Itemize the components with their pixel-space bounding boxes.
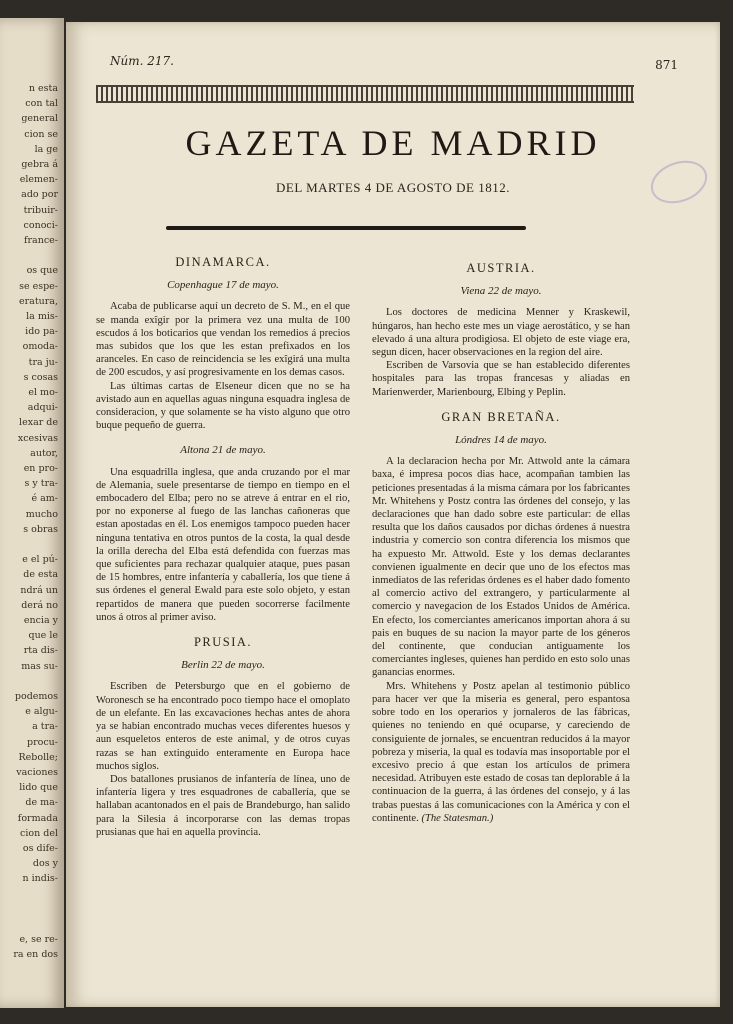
article-paragraph (372, 680, 630, 825)
facing-page-fragment: podemos (14, 691, 58, 702)
article-paragraph: A la declaracion hecha por Mr. Attwold ante la cámara baxa, é impresa pocos dias hace, acompañan tambien las peticiones presentadas á la misma cámara por los fabricantes Mr. Whitehens y Postz contra las órdenes del consejo, y las declaraciones que han dado sobre este particular: de ellas resulta que los daños causados por dichas órdenes á nuestra industria y comercio son contra diferencia los mismos que ha expuesto Mr. Attwold. Este y los demas declarantes convienen igualmente en decir que uno de los efectos mas inmediatos de las referidas órdenes es el haber dado fomento al comercio activo del extrangero, y particularmente al comercio y navegacion de los Estados Unidos de América. En efecto, los comerciantes americanos importan ahora á su pais en buques de su nacion la mayor parte de los géneros del continente, que conducian antiguamente los comerciantes ingleses, quienes han perdido en esto solo unas ganancias enormes. (372, 456, 631, 679)
newspaper-page (66, 22, 720, 1007)
section-heading-dinamarca: DINAMARCA. (175, 255, 271, 269)
facing-page-fragment: el mo- (28, 387, 58, 398)
facing-page-fragment: ado por (21, 189, 58, 201)
facing-page-fragment: mucho (25, 508, 58, 520)
facing-page-fragment: s cosas (23, 371, 58, 383)
page-number: 871 (655, 58, 678, 72)
facing-page-fragment: os dife- (22, 843, 58, 854)
dateline-berlin: Berlin 22 de mayo. (181, 659, 265, 672)
facing-page-fragment: france- (24, 235, 58, 246)
facing-page-fragment: ido pa- (25, 326, 58, 338)
facing-page-fragment: la mis- (26, 311, 58, 322)
title-rule (166, 226, 526, 230)
article-paragraph-text: Mrs. Whitehens y Postz apelan al testimonio público para hacer ver que la miseria es general, pero espantosa sobre todo en los operarios y jornaleros de las fábricas, quienes no teniendo en qué ocuparse, y careciendo de consiguiente de jornales, se encuentran reducidos á la mayor pobreza y miseria, la qual es todavía mas insoportable por el excesivo precio á que estan los artículos de primera necesidad. Atribuyen este estado de cosas tan deplorable á la continuacion de la guerra, á las órdenes del consejo, y á las trabas puestas á las comunicaciones con la América y con el continente. (372, 680, 630, 824)
facing-page-fragment: eratura, (19, 295, 58, 307)
facing-page-fragment: general (21, 113, 58, 125)
article-paragraph: Escriben de Petersburgo que en el gobierno de Woronesch se ha encontrado poco tiempo hace el omoplato de un elefante. En las excavaciones hechas antes de ahora ya se habian encontrado muchas veces diferentes huesos y aun esqueletos enteros de este animal, y de otros cuyas razas se han extinguido enteramente en Europa hace muchos siglos. (96, 681, 350, 772)
facing-page-fragment: n esta (28, 83, 58, 94)
facing-page-fragment: e, se re- (19, 934, 58, 946)
issue-number: Núm. 217. (110, 54, 174, 68)
facing-page-fragment: vaciones (16, 767, 58, 778)
section-heading-gran-bretana: GRAN BRETAÑA. (441, 409, 561, 424)
section-heading-austria: AUSTRIA. (466, 261, 536, 275)
masthead-title: GAZETA DE MADRID (185, 123, 601, 163)
decorative-border (96, 85, 634, 103)
facing-page-fragment: procu- (27, 736, 58, 748)
article-paragraph: Los doctores de medicina Menner y Kraskewil, húngaros, han hecho este mes un viage aerostático, y se han elevado á una altura prodigiosa. El objeto de este viage era, segun dicen, hacer observaciones en la region del aire. (372, 307, 630, 359)
facing-page-fragment: de ma- (25, 797, 58, 809)
facing-page-fragment: lido que (19, 782, 58, 794)
left-column (96, 256, 350, 839)
dateline: DEL MARTES 4 DE AGOSTO DE 1812. (276, 180, 510, 195)
dateline-altona: Altona 21 de mayo. (180, 444, 266, 457)
facing-page-edge (0, 18, 64, 1008)
facing-page-fragment: tribuir- (23, 204, 58, 216)
facing-page-fragment: mas su- (21, 660, 58, 672)
facing-page-fragment: xcesivas (17, 432, 58, 444)
facing-page-fragment: dos y (32, 858, 58, 870)
facing-page-fragment: cion del (20, 827, 58, 839)
facing-page-fragment: adqui- (27, 402, 58, 414)
facing-page-fragment: n indis- (22, 873, 58, 885)
facing-page-fragment: lexar de (19, 417, 58, 429)
facing-page-fragment: s y tra- (24, 478, 58, 490)
facing-page-fragment: derá no (21, 599, 58, 611)
facing-page-fragment: de esta (23, 569, 58, 581)
facing-page-fragment: conoci- (23, 219, 58, 231)
facing-page-fragment: é am- (31, 493, 58, 505)
article-paragraph: Una esquadrilla inglesa, que anda cruzando por el mar de Alemania, suele presentarse de tiempo en tiempo en el embocadero del Elba; pero no se atreve á entrar en el rio, por no exponerse al fuego de las lanchas cañoneras que estan apostadas en él. Los enemigos tampoco pueden hacer ninguna tentativa en otros puntos de la costa, la qual desde la orilla derecha del Elba está defendida con fuerzas mas que suficientes para rechazar qualquier ataque, pues pasan de 15 hombres, entre infantería y caballería, los que tiene á sus órdenes el general Ewald para este solo objeto, y estan repartidos de manera que pueden socorrerse facilmente unos á otros al primer aviso. (96, 466, 350, 623)
facing-page-fragment: e algu- (25, 706, 58, 718)
facing-page-fragment: la ge (34, 143, 58, 155)
facing-page-fragment: elemen- (19, 174, 58, 186)
facing-page-fragment: cion se (24, 128, 58, 140)
facing-page-fragment: e el pú- (22, 554, 58, 566)
facing-page-fragment: formada (17, 812, 58, 824)
facing-page-fragment: tra ju- (28, 356, 58, 368)
article-paragraph: Las últimas cartas de Elseneur dicen que no se ha avistado aun en aquellas aguas ninguna esquadra inglesa de consideracion, y que solamente se ha visto alguno que otro buque pequeño de guerra. (96, 380, 350, 432)
facing-page-fragment: s obras (23, 523, 58, 535)
article-paragraph: Acaba de publicarse aquí un decreto de S. M., en el que se manda exîgir por la primera vez una multa de 100 escudos á los boticarios que vendan los remedios á precios mas subidos que los que les estan prefixados en los aranceles. En caso de reincidencia se les exîgirá una multa de 200 escudos, y así progresivamente en los demas casos. (96, 301, 350, 379)
facing-page-fragment: ra en dos (13, 949, 58, 961)
facing-page-fragment: os que (26, 265, 58, 277)
facing-page-fragment: gebra á (21, 159, 58, 170)
article-paragraph: Dos batallones prusianos de infantería de línea, uno de infantería ligera y tres esquadrones de caballería, que se hallaban acantonados en el pais de Brandeburgo, han salido para la Silesia á incorporarse con las demas tropas prusianas que hai en aquella provincia. (96, 773, 350, 838)
facing-page-fragment: omoda- (22, 341, 58, 353)
facing-page-fragment: rta dis- (23, 645, 58, 657)
dateline-viena: Viena 22 de mayo. (460, 285, 542, 298)
facing-page-fragment: autor, (30, 447, 58, 459)
facing-page-fragment: que le (28, 630, 58, 642)
article-paragraph: Escriben de Varsovia que se han establecido diferentes hospitales para las tropas francesas y aliadas en Marienwerder, Marienbourg, Elbing y Peplin. (372, 360, 630, 398)
section-heading-prusia: PRUSIA. (193, 635, 253, 650)
source-attribution: (The Statesman.) (421, 812, 494, 824)
dateline-copenhague: Copenhague 17 de mayo. (167, 279, 279, 292)
right-column (372, 262, 630, 825)
facing-page-fragment: a tra- (32, 721, 58, 733)
facing-page-fragment: Rebolle; (18, 751, 58, 763)
facing-page-fragment: ndrá un (20, 584, 58, 596)
facing-page-fragment: se espe- (19, 280, 58, 292)
dateline-londres: Lóndres 14 de mayo. (455, 434, 547, 447)
facing-page-fragment: encia y (23, 615, 58, 626)
facing-page-fragment: en pro- (23, 463, 58, 474)
facing-page-fragment: con tal (25, 98, 58, 110)
